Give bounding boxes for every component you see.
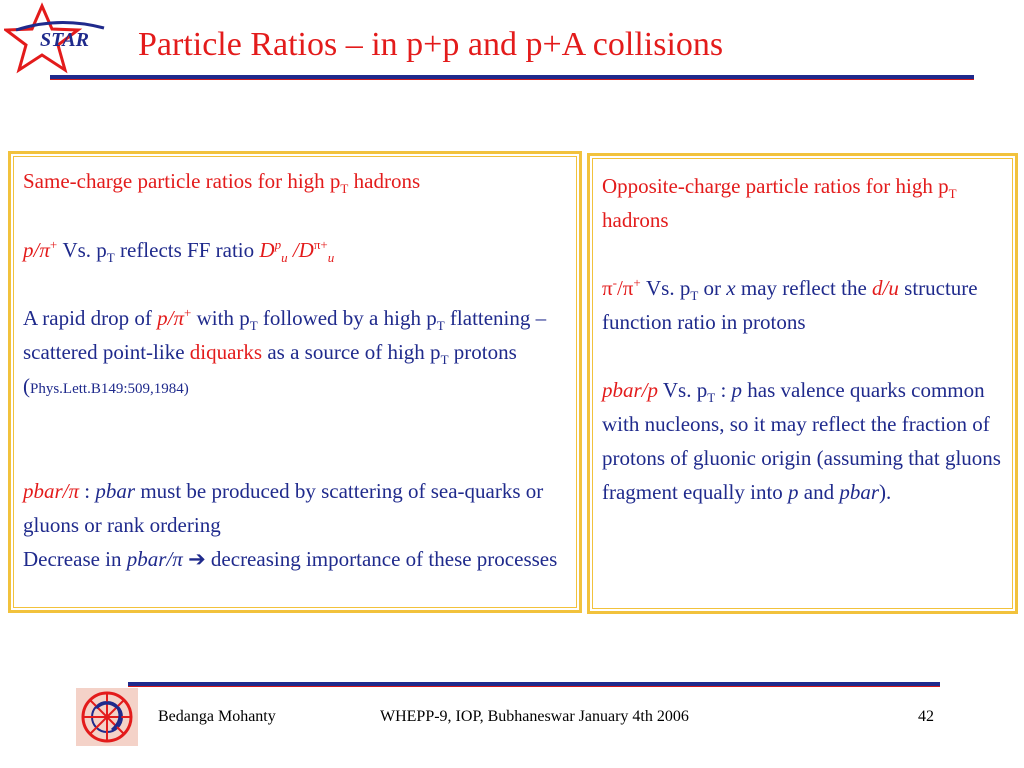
pbar-pi-paragraph: pbar/π : pbar must be produced by scattering of sea-quarks or gluons or rank ordering Decrease in pbar/π ➔ decreasing importance of these processes [23,479,558,571]
same-charge-heading: Same-charge particle ratios for high $p_T$ hadrons [23,169,421,197]
opposite-charge-panel [587,153,1018,614]
pion-ratio-paragraph: π-/π+ Vs. $p_T$ or x may reflect the d/u structure function ratio in protons [602,275,978,334]
page-number: 42 [918,708,934,725]
star-logo-text: STAR [40,29,89,51]
opposite-charge-heading: Opposite-charge particle ratios for high $p_T$ hadrons [602,174,957,232]
footer-divider [128,682,940,687]
pbar-p-paragraph: pbar/p Vs. $p_T$ : p has valence quarks common with nucleons, so it may reflect the fraction of protons of gluonic origin (assuming that gluons fragment equally into p and pbar). [602,378,1001,504]
ff-ratio-line: p/π+ Vs. $p_T$ reflects FF ratio $D^p_u$ $/D^{\pi+}_u$ [23,237,335,266]
footer-author: Bedanga Mohanty [158,708,276,725]
star-logo [4,2,106,76]
title-divider [50,75,974,80]
footer-conference: WHEPP-9, IOP, Bubhaneswar January 4th 2006 [380,708,689,725]
page-title: Particle Ratios – in p+p and p+A collisions [138,26,724,63]
same-charge-panel [8,151,582,613]
detector-logo-icon [76,688,138,746]
reference-citation: Phys.Lett.B149:509,1984) [30,381,189,397]
arrow-icon: ➔ [182,547,211,571]
diquarks-term: diquarks [189,340,263,364]
rapid-drop-paragraph: A rapid drop of p/π+ with $p_T$ followed by a high $p_T$ flattening – scattered point-like diquarks as a source of high $p_T$ protons (Phys.Lett.B149:509,1984) [23,305,547,398]
